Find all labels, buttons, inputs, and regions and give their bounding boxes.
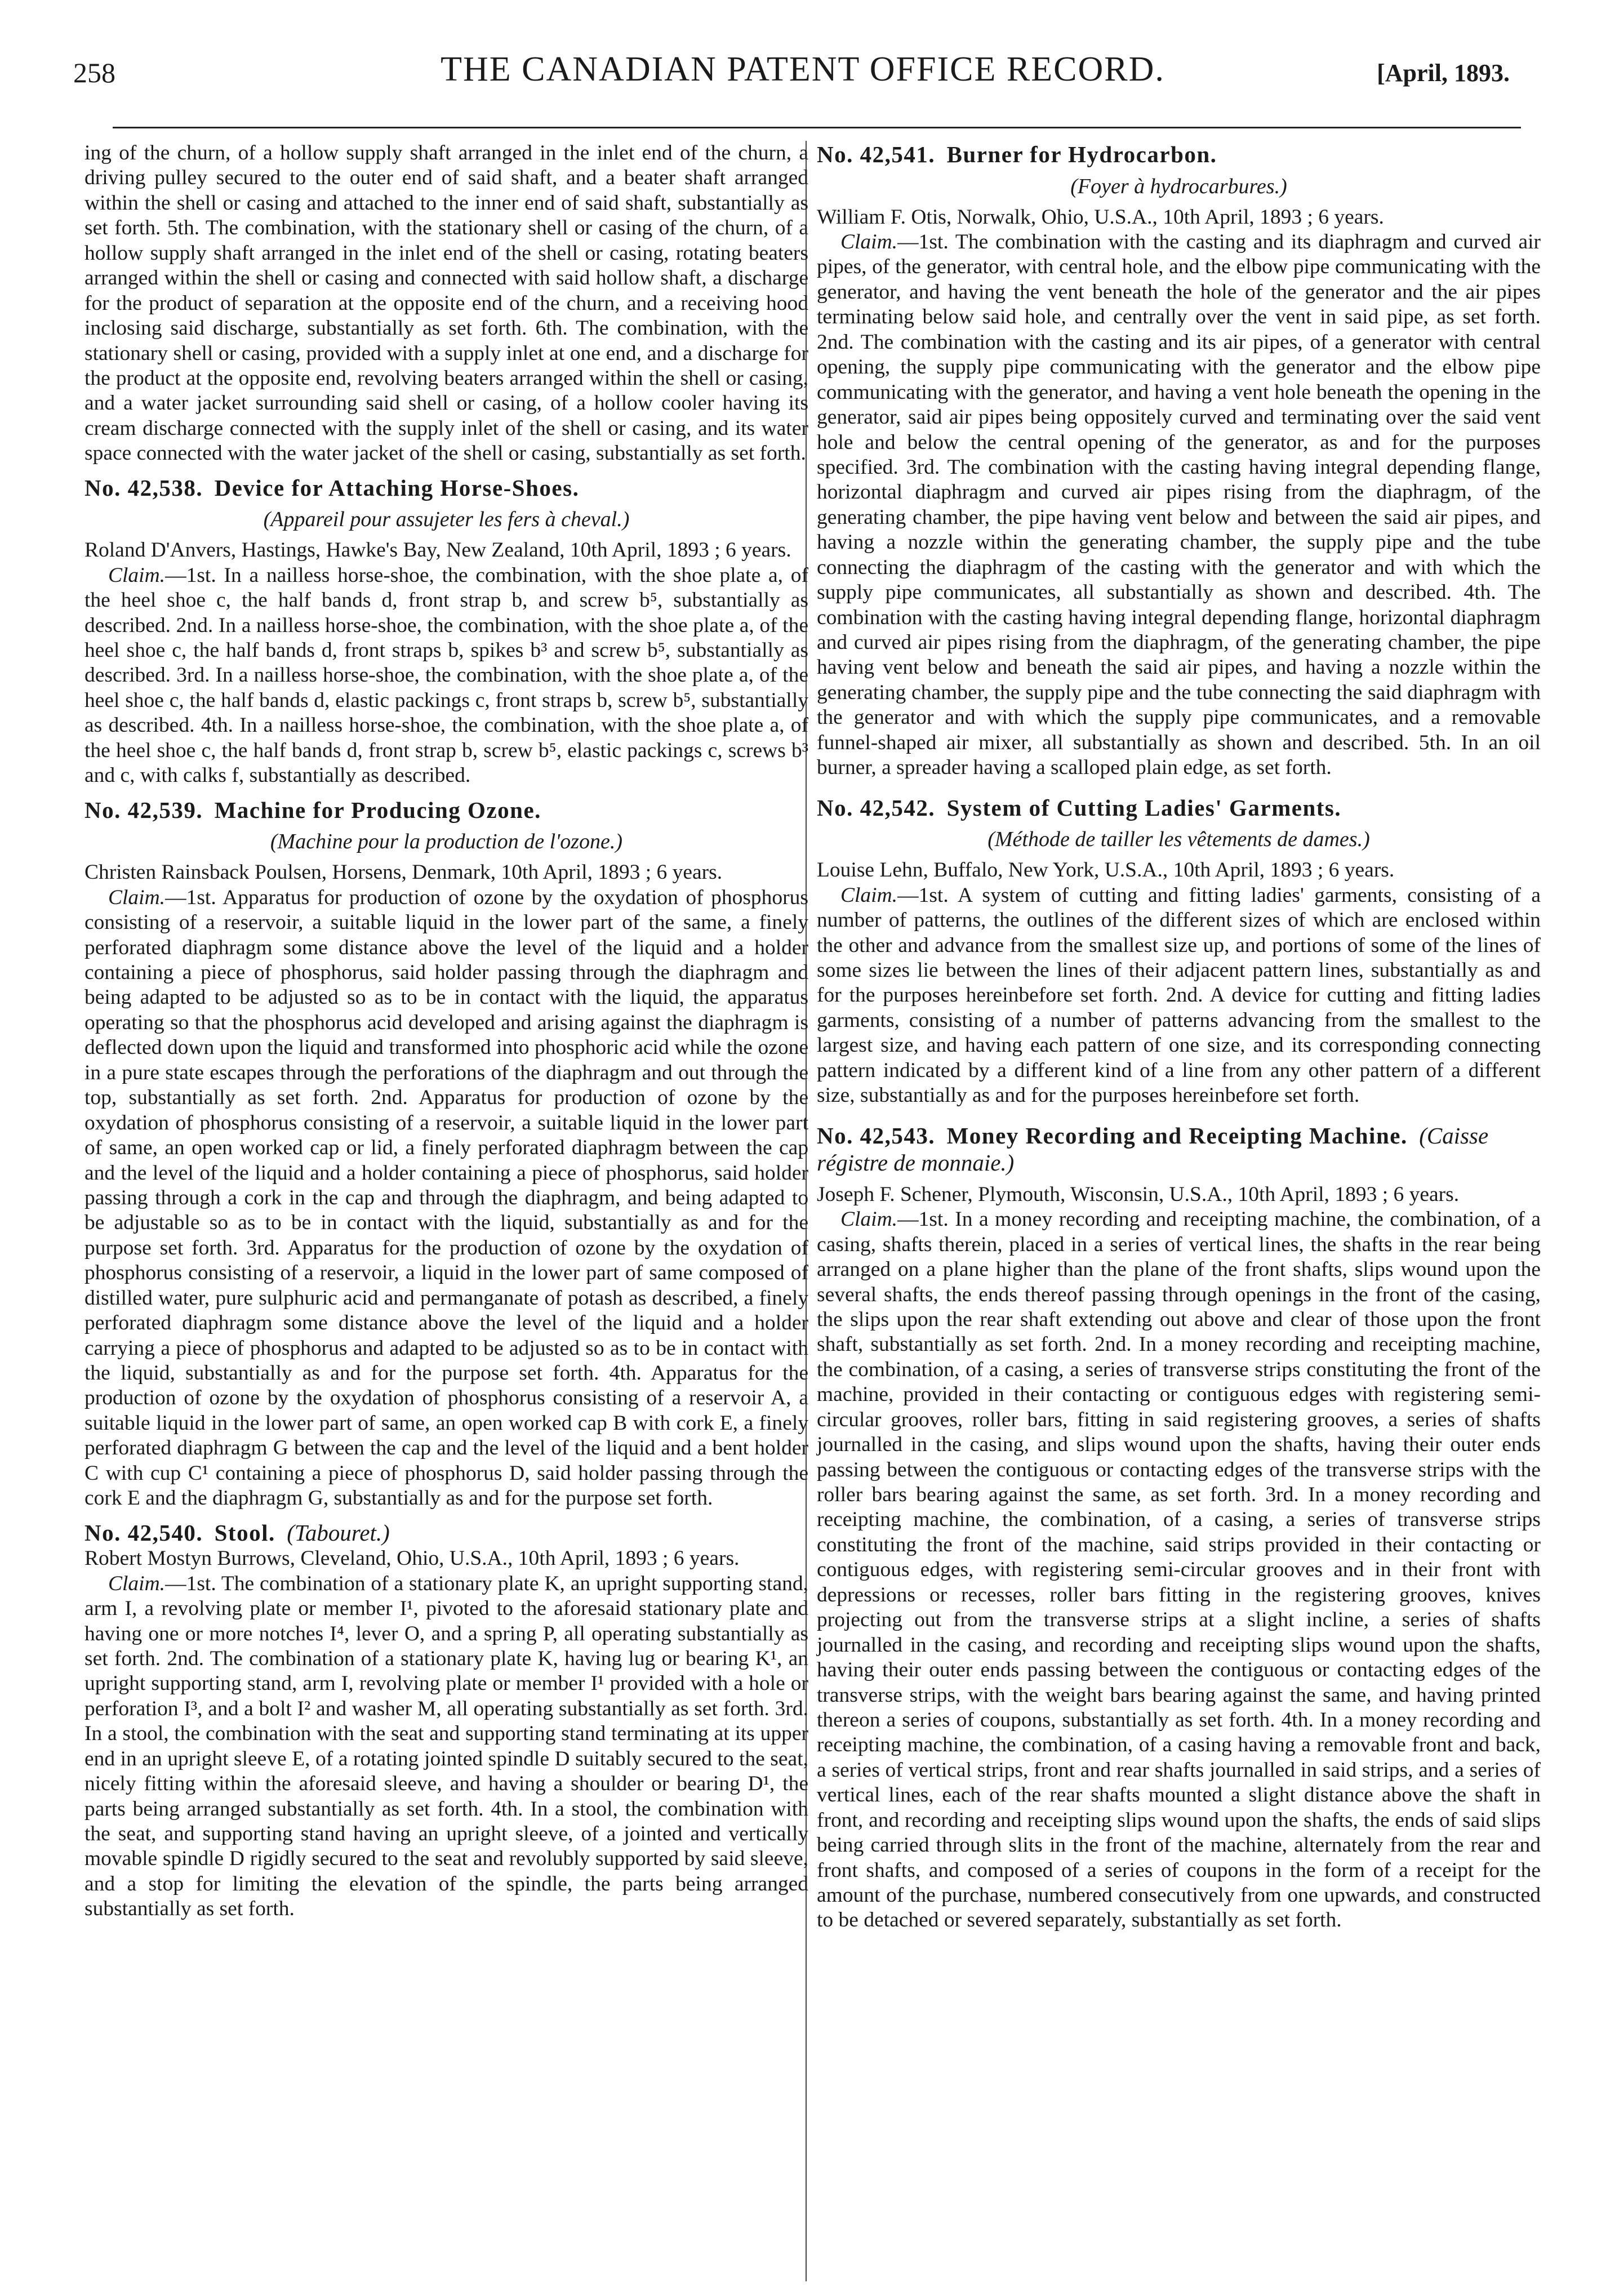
- right-column: [817, 141, 1541, 1941]
- page-number: 258: [73, 57, 115, 88]
- patent-number: No. 42,543.: [817, 1122, 936, 1149]
- page-header: [73, 50, 1532, 100]
- claims-text: [84, 563, 808, 789]
- patentee-line: Louise Lehn, Buffalo, New York, U.S.A., 10th April, 1893 ; 6 years.: [817, 858, 1395, 882]
- claim-label: Claim.: [108, 563, 166, 587]
- patent-number: No. 42,540.: [84, 1519, 203, 1546]
- patent-title: Device for Attaching Horse-Shoes.: [214, 474, 580, 501]
- claim-label: Claim.: [840, 883, 898, 907]
- header-divider: [113, 127, 1521, 128]
- french-title: (Appareil pour assujeter les fers à cheval.): [263, 508, 630, 532]
- claims-body: —1st. The combination with the casting and its diaphragm and curved air pipes, of the generator, with central hole, and the elbow pipe communicating with the generator, and having the vent beneath the hole of the generator and the air pipes terminating below said hole, and centrally over the vent in said pipe, as set forth. 2nd. The combination with the casting and its air pipes, of a generator with central opening, the supply pipe communicating with the generator and the elbow pipe communicating with the generator, and having a vent hole beneath the opening in the generator, said air pipes being oppositely curved and terminating over the said vent hole and below the central opening of the generator, as and for the purposes specified. 3rd. The combination with the casting having integral depending flange, horizontal diaphragm and curved air pipes rising from the diaphragm, of the generating chamber, the pipe having vent below and between the said air pipes, and having a nozzle within the generating chamber, the supply pipe and the tube connecting the diaphragm of the casting with the generator and with which the supply pipe communicates, all substantially as shown and described. 4th. The combination with the casting having integral depending flange, horizontal diaphragm and curved air pipes rising from the diaphragm, of the generating chamber, the pipe having vent below and beneath the said air pipes, and having a nozzle within the generating chamber, the supply pipe and the tube connecting the said diaphragm with the generator and with which the supply pipe communicates, and a removable funnel-shaped air mixer, all substantially as shown and described. 5th. In an oil burner, a spreader having a scalloped plain edge, as set forth.: [817, 230, 1541, 780]
- claims-text: [817, 230, 1541, 781]
- patent-entry-42539: [84, 797, 808, 1511]
- claims-text: [84, 1572, 808, 1922]
- patent-number: No. 42,542.: [817, 794, 936, 821]
- continuation-text: ing of the churn, of a hollow supply shaft arranged in the inlet end of the churn, a driving pulley secured to the outer end of said shaft, and a beater shaft arranged within the shell or casing and attached to the inner end of said shaft, substantially as set forth. 5th. The combination, with the stationary shell or casing of the churn, of a hollow supply shaft arranged in the inlet end of the shell or casing, rotating beaters arranged within the shell or casing and connected with said hollow shaft, a discharge for the product of separation at the opposite end of the churn, and a receiving hood inclosing said discharge, substantially as set forth. 6th. The combination, with the stationary shell or casing, provided with a supply inlet at one end, and a discharge for the product at the opposite end, revolving beaters arranged within the shell or casing, and a water jacket surrounding said shell or casing, of a hollow cooler having its cream discharge connected with the supply inlet of the shell or casing, and its water space connected with the water jacket of the shell or casing, substantially as set forth.: [84, 141, 808, 465]
- patent-title: Machine for Producing Ozone.: [214, 797, 541, 823]
- left-column: [84, 141, 808, 1930]
- patentee-line: Christen Rainsback Poulsen, Horsens, Denmark, 10th April, 1893 ; 6 years.: [84, 861, 723, 884]
- claims-body: —1st. In a nailless horse-shoe, the combination, with the shoe plate a, of the heel shoe c, the half bands d, front strap b, and screw b⁵, substantially as described. 2nd. In a nailless horse-shoe, the combination, with the shoe plate a, of the heel shoe c, the half bands d, front straps b, spikes b³ and screw b⁵, substantially as described. 3rd. In a nailless horse-shoe, the combination, with the shoe plate a, of the heel shoe c, the half bands d, elastic packings c, front straps b, screw b⁵, substantially as described. 4th. In a nailless horse-shoe, the combination, with the shoe plate a, of the heel shoe c, the half bands d, front strap b, screw b⁵, elastic packings c, screws b³ and c, with calks f, substantially as described.: [84, 563, 808, 787]
- claims-text: [817, 1207, 1541, 1933]
- claim-label: Claim.: [108, 886, 166, 909]
- patent-entry-42541: [817, 141, 1541, 781]
- journal-title: THE CANADIAN PATENT OFFICE RECORD.: [441, 50, 1165, 88]
- french-title: (Tabouret.): [287, 1519, 390, 1546]
- french-title: (Caisse régistre de monnaie.): [817, 1122, 1489, 1176]
- claims-body: —1st. A system of cutting and fitting ladies' garments, consisting of a number of patterns, the outlines of the different sizes of which are enclosed within the other and advance from the smallest size up, and portions of some of the lines of some sizes lie between the lines of their adjacent pattern lines, substantially as and for the purposes hereinbefore set forth. 2nd. A device for cutting and fitting ladies garments, consisting of a number of patterns advancing from the smallest to the largest size, and having each pattern of one size, and its corresponding connecting pattern indicated by a different kind of a line from any other pattern of a different size, substantially as and for the purposes hereinbefore set forth.: [817, 883, 1541, 1107]
- patentee-line: William F. Otis, Norwalk, Ohio, U.S.A., 10th April, 1893 ; 6 years.: [817, 205, 1384, 229]
- issue-date: [April, 1893.: [1377, 59, 1510, 87]
- patent-number: No. 42,541.: [817, 141, 936, 167]
- claims-body: —1st. In a money recording and receipting machine, the combination, of a casing, shafts therein, placed in a series of vertical lines, the shafts in the rear being arranged on a plane higher than the plane of the front shafts, slips wound upon the several shafts, the ends thereof passing through openings in the front of the casing, the slips upon the rear shaft extending out above and clear of those upon the front shaft, substantially as set forth. 2nd. In a money recording and receipting machine, the combination, of a casing, a series of transverse strips constituting the front of the machine, provided in their contacting or contiguous edges with registering semi-circular grooves, roller bars, fitting in said registering grooves, a series of shafts journalled in the casing, and slips wound upon the shafts, having their outer ends passing between the contiguous or contacting edges of the transverse strips with the roller bars bearing against the same, as set forth. 3rd. In a money recording and receipting machine, the combination, of a casing, a series of transverse strips constituting the front of the machine, said strips provided in their contacting or contiguous edges, with registering semi-circular grooves and in their front with depressions or recesses, roller bars fitting in the registering grooves, knives projecting out from the transverse strips at a slight incline, a series of shafts journalled in the casing, and recording and receipting slips wound upon the shafts, having their outer ends passing between the contiguous or contacting edges of the transverse strips, with the weight bars bearing against the same, and having printed thereon a series of coupons, substantially as set forth. 4th. In a money recording and receipting machine, the combination, of a casing having a removable front and back, a series of vertical strips, front and rear shafts journalled in said strips, and a series of vertical lines, each of the rear shafts mounted a slight distance above the shaft in front, and recording and receipting slips wound upon the shafts, the ends of said slips being carried through slits in the front of the machine, alternately from the rear and front shafts, and composed of a series of coupons in the form of a receipt for the amount of the purchase, numbered consecutively from one upwards, and constructed to be detached or severed separately, substantially as set forth.: [817, 1208, 1541, 1932]
- patent-title: Burner for Hydrocarbon.: [946, 141, 1217, 167]
- patent-entry-42540: [84, 1519, 808, 1922]
- claim-label: Claim.: [840, 230, 898, 254]
- patentee-line: Roland D'Anvers, Hastings, Hawke's Bay, New Zealand, 10th April, 1893 ; 6 years.: [84, 539, 791, 562]
- claim-label: Claim.: [108, 1572, 166, 1595]
- french-title: (Méthode de tailler les vêtements de dames.): [987, 827, 1370, 852]
- patent-number: No. 42,538.: [84, 474, 203, 501]
- french-title: (Machine pour la production de l'ozone.): [270, 830, 623, 854]
- patent-entry-42538: [84, 474, 808, 789]
- patentee-line: Robert Mostyn Burrows, Cleveland, Ohio, U.S.A., 10th April, 1893 ; 6 years.: [84, 1547, 740, 1570]
- claims-body: —1st. The combination of a stationary plate K, an upright supporting stand, arm I, a revolving plate or member I¹, pivoted to the aforesaid stationary plate and having one or more notches I⁴, lever O, and a spring P, all operating substantially as set forth. 2nd. The combination of a stationary plate K, having lug or bearing K¹, an upright supporting stand, arm I, revolving plate or member I¹ provided with a hole or perforation I³, and a bolt I² and washer M, all operating substantially as set forth. 3rd. In a stool, the combination with the seat and supporting stand terminating at its upper end in an upright sleeve E, of a rotating jointed spindle D suitably secured to the seat, nicely fitting within the aforesaid sleeve, and having a shoulder or bearing D¹, the parts being arranged substantially as set forth. 4th. In a stool, the combination with the seat, and supporting stand having an upright sleeve, of a jointed and vertically movable spindle D rigidly secured to the seat and revolubly supported by said sleeve, and a stop for limiting the elevation of the spindle, the parts being arranged substantially as set forth.: [84, 1572, 808, 1921]
- patent-title: Stool.: [214, 1519, 275, 1546]
- patent-entry-42542: [817, 794, 1541, 1109]
- french-title: (Foyer à hydrocarbures.): [1070, 174, 1287, 198]
- patent-title: Money Recording and Receipting Machine.: [946, 1122, 1408, 1149]
- claims-text: [817, 883, 1541, 1109]
- patent-number: No. 42,539.: [84, 797, 203, 823]
- claims-body: —1st. Apparatus for production of ozone by the oxydation of phosphorus consisting of a reservoir, a suitable liquid in the lower part of the same, a finely perforated diaphragm some distance above the level of the liquid and a holder containing a piece of phosphorus, said holder passing through the diaphragm and being adapted to be adjusted so as to be in contact with the liquid, the apparatus operating so that the phosphorus acid developed and arising against the diaphragm is deflected down upon the liquid and transformed into phosphoric acid while the ozone in a pure state escapes through the perforations of the diaphragm and out through the top, substantially as set forth. 2nd. Apparatus for production of ozone by the oxydation of phosphorus consisting of a reservoir, a suitable liquid in the lower part of same, an open worked cap or lid, a finely perforated diaphragm between the cap and the level of the liquid and a holder containing a piece of phosphorus, said holder passing through a cork in the cap and through the diaphragm, and being adapted to be adjustable so as to be in contact with the liquid, substantially as and for the purpose set forth. 3rd. Apparatus for the production of ozone by the oxydation of phosphorus consisting of a reservoir, a liquid in the lower part of same composed of distilled water, pure sulphuric acid and permanganate of potash as described, a finely perforated diaphragm some distance above the level of the liquid and a holder carrying a piece of phosphorus and adapted to be adjusted so as to be in contact with the liquid, substantially as and for the purpose set forth. 4th. Apparatus for the production of ozone by the oxydation of phosphorus consisting of a reservoir A, a suitable liquid in the lower part of same, an open worked cap B with cork E, a finely perforated diaphragm G between the cap and the level of the liquid and a bent holder C with cup C¹ containing a piece of phosphorus D, said holder passing through the cork E and the diaphragm G, substantially as and for the purpose set forth.: [84, 886, 808, 1510]
- patent-entry-42543: [817, 1122, 1541, 1933]
- claims-text: [84, 886, 808, 1511]
- patentee-line: Joseph F. Schener, Plymouth, Wisconsin, U.S.A., 10th April, 1893 ; 6 years.: [817, 1182, 1460, 1206]
- patent-title: System of Cutting Ladies' Garments.: [946, 794, 1342, 821]
- claim-label: Claim.: [840, 1208, 898, 1231]
